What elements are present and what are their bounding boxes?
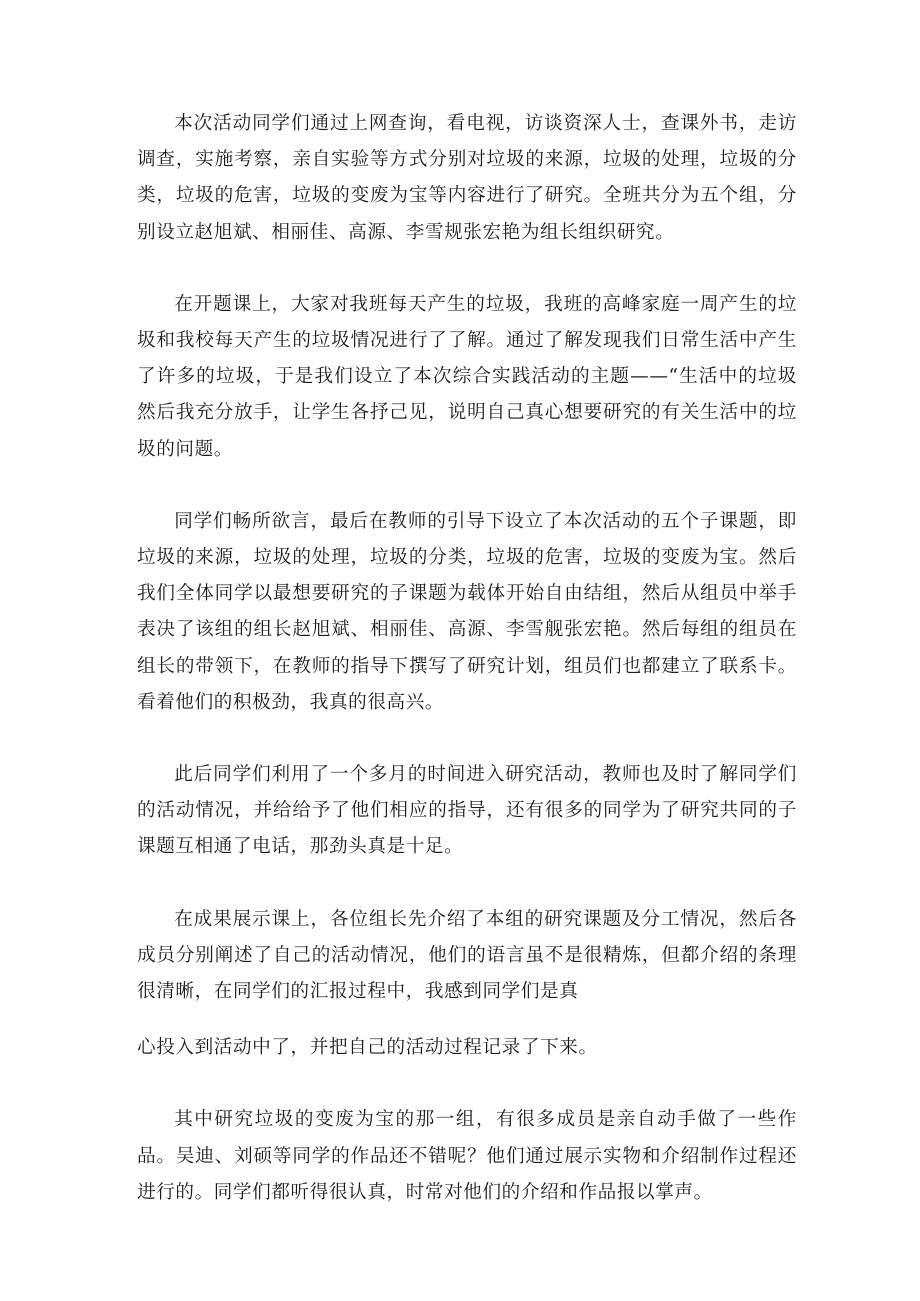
paragraph-3: 同学们畅所欲言，最后在教师的引导下设立了本次活动的五个子课题，即垃圾的来源，垃圾的处理，垃圾的分类，垃圾的危害，垃圾的变废为宝。然后我们全体同学以最想要研究的子课题为载体开始自由结组，然后从组员中举手表决了该组的组长赵旭斌、相丽佳、高源、李雪舰张宏艳。然后每组的组员在组长的带领下，在教师的指导下撰写了研究计划，组员们也都建立了联系卡。看着他们的积极劲，我真的很高兴。 (137, 510, 797, 713)
paragraph-1: 本次活动同学们通过上网查询，看电视，访谈资深人士，查课外书，走访调查，实施考察，亲自实验等方式分别对垃圾的来源，垃圾的处理，垃圾的分类，垃圾的危害，垃圾的变废为宝等内容进行了研究。全班共分为五个组，分别设立赵旭斌、相丽佳、高源、李雪规张宏艳为组长组织研究。 (137, 113, 797, 243)
paragraph-6: 其中研究垃圾的变废为宝的那一组，有很多成员是亲自动手做了一些作品。吴迪、刘硕等同学的作品还不错呢？他们通过展示实物和介绍制作过程还进行的。同学们都听得很认真，时常对他们的介绍和作品报以掌声。 (137, 1109, 797, 1203)
paragraph-5-continuation: 心投入到活动中了，并把自己的活动过程记录了下来。 (137, 1037, 598, 1059)
paragraph-4: 此后同学们利用了一个多月的时间进入研究活动，教师也及时了解同学们的活动情况，并给给予了他们相应的指导，还有很多的同学为了研究共同的子课题互相通了电话，那劲头真是十足。 (137, 764, 797, 858)
document-body (137, 106, 797, 1247)
paragraph-2: 在开题课上，大家对我班每天产生的垃圾，我班的高峰家庭一周产生的垃圾和我校每天产生的垃圾情况进行了了解。通过了解发现我们日常生活中产生了许多的垃圾，于是我们设立了本次综合实践活动的主题——“生活中的垃圾然后我充分放手，让学生各抒己见，说明自己真心想要研究的有关生活中的垃圾的问题。 (137, 293, 797, 460)
paragraph-5: 在成果展示课上，各位组长先介绍了本组的研究课题及分工情况，然后各成员分别阐述了自己的活动情况，他们的语言虽不是很精炼，但都介绍的条理很清晰，在同学们的汇报过程中，我感到同学们是真 (137, 908, 797, 1003)
